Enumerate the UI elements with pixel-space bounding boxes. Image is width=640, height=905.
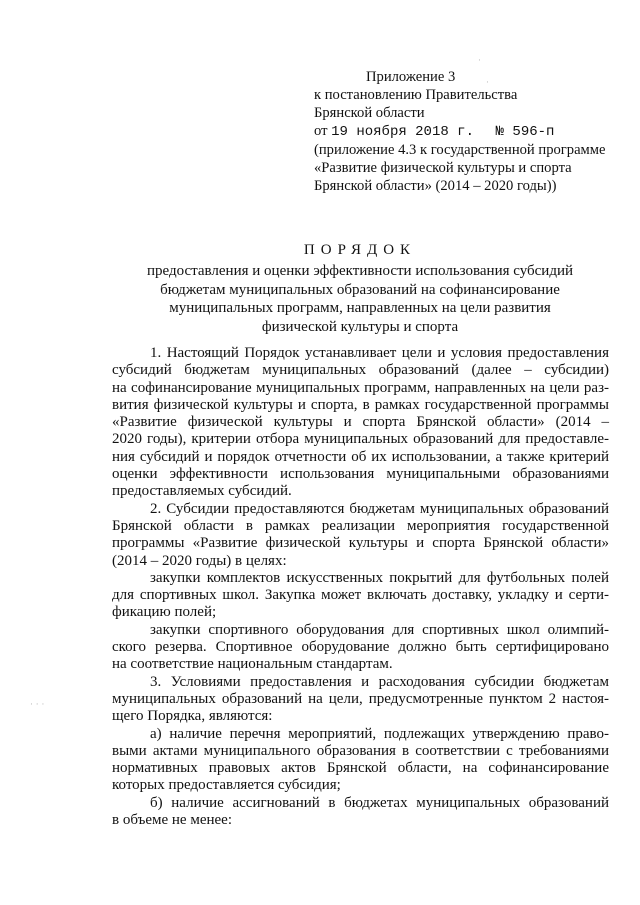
paragraph-line: нормативных правовых актов Брянской области, на софинансирование bbox=[112, 760, 609, 777]
appendix-note-line: (приложение 4.3 к государственной программе bbox=[314, 142, 606, 158]
body-paragraph bbox=[112, 726, 609, 795]
paragraph-line: ния субсидий и порядок отчетности об их использовании, а также критерий bbox=[112, 448, 609, 465]
subtitle-line: муниципальных программ, направленных на цели развития bbox=[169, 300, 551, 316]
paragraph-line: закупки комплектов искусственных покрытий для футбольных полей bbox=[150, 569, 609, 586]
body-paragraph bbox=[112, 795, 609, 830]
paragraph-line: в объеме не менее: bbox=[112, 812, 232, 829]
scan-mark: · bbox=[478, 56, 481, 66]
date-prefix: от bbox=[314, 123, 328, 139]
paragraph-line: 2. Субсидии предоставляются бюджетам муниципальных образований bbox=[150, 500, 609, 517]
paragraph-line: оценки эффективности использования муниципальными образованиями bbox=[112, 466, 609, 483]
document-title: ПОРЯДОК bbox=[303, 242, 417, 258]
document-subtitle bbox=[60, 262, 640, 336]
paragraph-line: на соответствие национальным стандартам. bbox=[112, 656, 393, 673]
appendix-date-line bbox=[314, 122, 624, 141]
body-paragraph bbox=[112, 622, 609, 674]
paragraph-line: 3. Условиями предоставления и расходования субсидии бюджетам bbox=[150, 673, 609, 690]
document-body bbox=[112, 345, 609, 829]
paragraph-line: б) наличие ассигнований в бюджетах муниципальных образований bbox=[150, 794, 609, 811]
paragraph-line: Брянской области в рамках реализации мероприятия государственной bbox=[112, 517, 609, 534]
paragraph-line: выми актами муниципального образования в соответствии с требованиями bbox=[112, 742, 609, 759]
resolution-date: 19 ноября 2018 г. bbox=[331, 124, 474, 140]
appendix-note-line: Брянской области» (2014 – 2020 годы)) bbox=[314, 178, 557, 194]
scan-mark: · · · bbox=[30, 700, 45, 710]
paragraph-line: (2014 – 2020 годы) в целях: bbox=[112, 552, 287, 569]
subtitle-line: физической культуры и спорта bbox=[261, 318, 459, 335]
paragraph-line: ского резерва. Спортивное оборудование должно быть сертифицировано bbox=[112, 639, 609, 656]
appendix-title: Приложение 3 bbox=[366, 69, 456, 85]
paragraph-line: фикацию полей; bbox=[112, 604, 217, 621]
appendix-header bbox=[314, 68, 624, 195]
paragraph-line: на софинансирование муниципальных программ, направленных на цели раз- bbox=[112, 379, 609, 396]
paragraph-line: муниципальных образований на цели, предусмотренные пунктом 2 настоя- bbox=[112, 690, 609, 707]
paragraph-line: а) наличие перечня мероприятий, подлежащих утверждению право- bbox=[150, 725, 609, 742]
paragraph-line: щего Порядка, являются: bbox=[112, 708, 273, 725]
scan-mark: · bbox=[486, 78, 489, 88]
appendix-note-line: «Развитие физической культуры и спорта bbox=[314, 160, 572, 176]
paragraph-line: 1. Настоящий Порядок устанавливает цели и условия предоставления bbox=[150, 345, 609, 361]
paragraph-line: 2020 годы), критерии отбора муниципальных образований для предоставле- bbox=[112, 431, 609, 448]
paragraph-line: «Развитие физической культуры и спорта Брянской области» (2014 – bbox=[112, 414, 609, 431]
paragraph-line: для спортивных школ. Закупка может включать доставку, укладку и серти- bbox=[112, 587, 609, 604]
body-paragraph bbox=[112, 501, 609, 570]
appendix-region: Брянской области bbox=[314, 105, 425, 121]
body-paragraph bbox=[112, 570, 609, 622]
paragraph-line: вития физической культуры и спорта, в рамках государственной программы bbox=[112, 396, 609, 413]
appendix-resolution: к постановлению Правительства bbox=[314, 87, 518, 103]
paragraph-line: программы «Развитие физической культуры и спорта Брянской области» bbox=[112, 535, 609, 552]
paragraph-line: которых предоставляется субсидия; bbox=[112, 777, 341, 794]
subtitle-line: предоставления и оценки эффективности использования субсидий bbox=[146, 263, 574, 279]
subtitle-line: бюджетам муниципальных образований на софинансирование bbox=[160, 281, 560, 298]
resolution-number: № 596-п bbox=[495, 124, 555, 140]
paragraph-line: предоставляемых субсидий. bbox=[112, 483, 292, 500]
body-paragraph bbox=[112, 674, 609, 726]
paragraph-line: субсидий бюджетам муниципальных образований (далее – субсидии) bbox=[112, 362, 609, 379]
body-paragraph bbox=[112, 345, 609, 501]
paragraph-line: закупки спортивного оборудования для спортивных школ олимпий- bbox=[150, 621, 609, 638]
